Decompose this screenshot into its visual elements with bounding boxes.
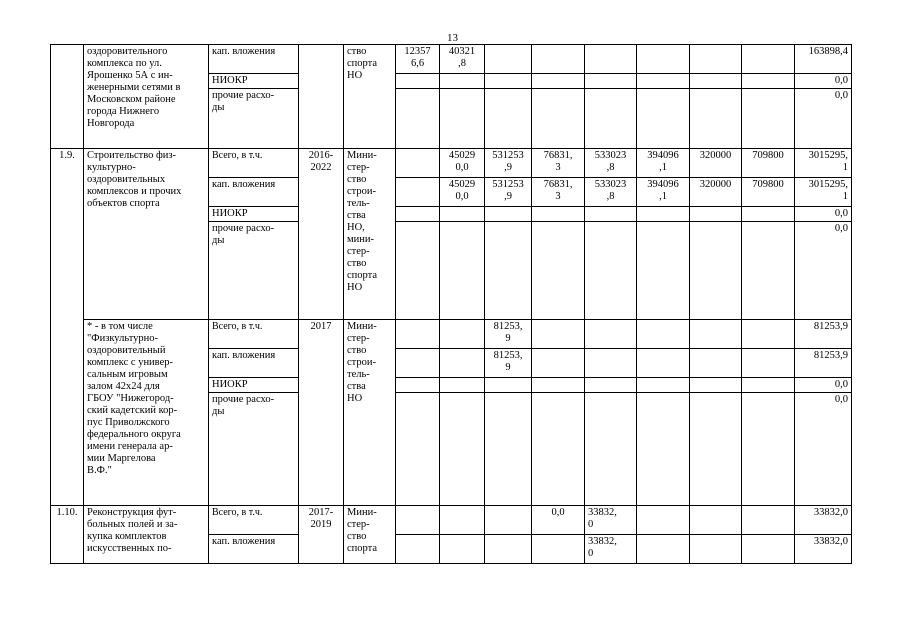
value-cell: 40321 ,8	[440, 45, 485, 74]
executor-cell: Мини- стер- ство строи- тель- ства НО, мини- стер- ство спорта НО	[344, 149, 396, 320]
value-cell: 533023 ,8	[585, 178, 637, 207]
total-cell: 0,0	[795, 74, 852, 89]
cost-type-label: Всего, в т.ч.	[209, 149, 299, 178]
total-cell: 3015295, 1	[795, 178, 852, 207]
cost-type-label: НИОКР	[209, 207, 299, 222]
value-cell: 320000	[690, 178, 742, 207]
value-cell: 709800	[742, 178, 795, 207]
table-row	[51, 320, 852, 349]
program-table	[50, 44, 852, 564]
total-cell: 3015295, 1	[795, 149, 852, 178]
value-cell: 12357 6,6	[396, 45, 440, 74]
row-number-cell: 1.9.	[51, 149, 84, 506]
table-row	[51, 45, 852, 74]
page-number: 13	[447, 32, 458, 44]
value-cell: 0,0	[532, 506, 585, 535]
row-number-cell	[51, 45, 84, 149]
cost-type-label: прочие расхо- ды	[209, 89, 299, 149]
years-cell	[299, 45, 344, 149]
row-number-cell: 1.10.	[51, 506, 84, 564]
total-cell: 0,0	[795, 393, 852, 506]
cost-type-label: прочие расхо- ды	[209, 222, 299, 320]
cost-type-label: кап. вложения	[209, 45, 299, 74]
executor-cell: Мини- стер- ство строи- тель- ства НО	[344, 320, 396, 506]
cost-type-label: кап. вложения	[209, 535, 299, 564]
value-cell: 81253, 9	[485, 349, 532, 378]
value-cell: 320000	[690, 149, 742, 178]
value-cell: 533023 ,8	[585, 149, 637, 178]
value-cell	[396, 178, 440, 207]
value-cell: 45029 0,0	[440, 149, 485, 178]
cost-type-label: Всего, в т.ч.	[209, 320, 299, 349]
years-cell: 2016- 2022	[299, 149, 344, 320]
cost-type-label: НИОКР	[209, 378, 299, 393]
measure-name-cell: * - в том числе "Физкультурно- оздоровительный комплекс с универ- сальным игровым залом 42х24 для ГБОУ "Нижегород- ский кадетский кор- пус Приволжского федерального округа имени генерала ар- мии Маргелова В.Ф."	[84, 320, 209, 506]
total-cell: 33832,0	[795, 535, 852, 564]
cost-type-label: НИОКР	[209, 74, 299, 89]
value-cell: 81253, 9	[485, 320, 532, 349]
value-cell: 709800	[742, 149, 795, 178]
value-cell: 76831, 3	[532, 178, 585, 207]
total-cell: 0,0	[795, 89, 852, 149]
cost-type-label: кап. вложения	[209, 178, 299, 207]
total-cell: 0,0	[795, 207, 852, 222]
value-cell	[396, 149, 440, 178]
total-cell: 81253,9	[795, 349, 852, 378]
executor-cell: Мини- стер- ство спорта	[344, 506, 396, 564]
years-cell: 2017	[299, 320, 344, 506]
value-cell: 394096 ,1	[637, 178, 690, 207]
total-cell: 163898,4	[795, 45, 852, 74]
value-cell: 33832, 0	[585, 506, 637, 535]
value-cell: 76831, 3	[532, 149, 585, 178]
executor-cell: ство спорта НО	[344, 45, 396, 149]
total-cell: 81253,9	[795, 320, 852, 349]
total-cell: 0,0	[795, 378, 852, 393]
value-cell: 531253 ,9	[485, 149, 532, 178]
measure-name-cell: оздоровительного комплекса по ул. Ярошенко 5А с ин- женерными сетями в Московском районе города Нижнего Новгорода	[84, 45, 209, 149]
value-cell: 394096 ,1	[637, 149, 690, 178]
years-cell: 2017- 2019	[299, 506, 344, 564]
value-cell: 45029 0,0	[440, 178, 485, 207]
cost-type-label: прочие расхо- ды	[209, 393, 299, 506]
table-row	[51, 149, 852, 178]
value-cell: 33832, 0	[585, 535, 637, 564]
value-cell: 531253 ,9	[485, 178, 532, 207]
measure-name-cell: Реконструкция фут- больных полей и за- купка комплектов искусственных по-	[84, 506, 209, 564]
measure-name-cell: Строительство физ- культурно- оздоровительных комплексов и прочих объектов спорта	[84, 149, 209, 320]
total-cell: 0,0	[795, 222, 852, 320]
cost-type-label: Всего, в т.ч.	[209, 506, 299, 535]
table-row	[51, 506, 852, 535]
cost-type-label: кап. вложения	[209, 349, 299, 378]
total-cell: 33832,0	[795, 506, 852, 535]
